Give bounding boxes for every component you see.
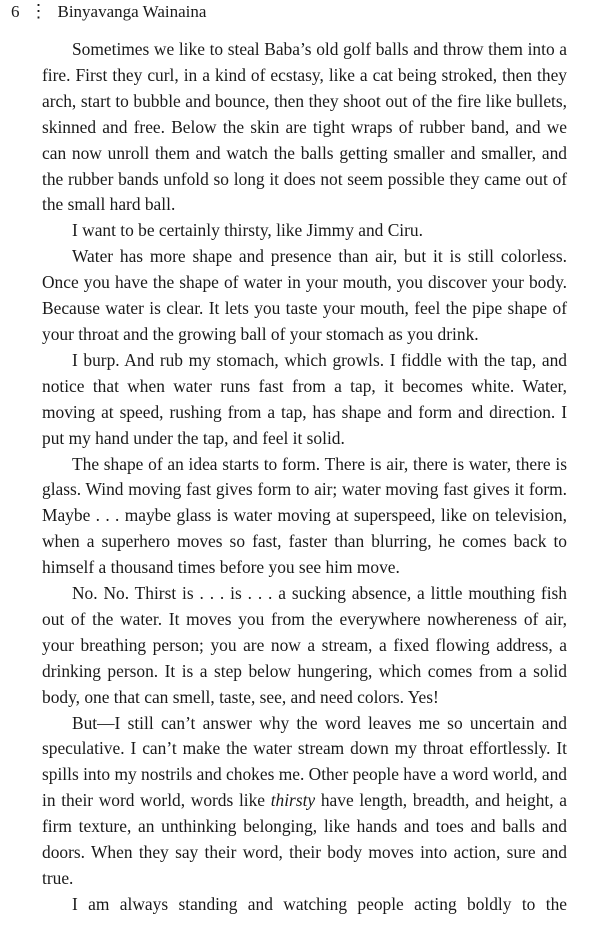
body-text — [42, 37, 567, 918]
paragraph-word-world — [42, 711, 567, 892]
paragraph-word-world-after: have length, breadth, and height, a firm texture, an unthinking belonging, like hands and toes and balls and doors. When they say their word, their body moves into action, sure and true. — [42, 790, 567, 888]
page-number: 6 — [11, 2, 20, 21]
emphasized-word: thirsty — [270, 790, 316, 811]
paragraph-golf-balls: Sometimes we like to steal Baba’s old golf balls and throw them into a fire. First they curl, in a kind of ecstasy, like a cat being stroked, then they arch, start to bubble and bounce, then they shoot out of the fire like bullets, skinned and free. Below the skin are tight wraps of rubber band, and we can now unroll them and watch the balls getting smaller and smaller, and the rubber bands unfold so long it does not seem possible they came out of the small hard ball. — [42, 39, 567, 215]
paragraph-burp: I burp. And rub my stomach, which growls. I fiddle with the tap, and notice that when water runs fast from a tap, it becomes white. Water, moving at speed, rushing from a tap, has shape and form and direction. I put my hand under the tap, and feel it solid. — [42, 349, 567, 448]
paragraph-thirsty: I want to be certainly thirsty, like Jimmy and Ciru. — [72, 220, 423, 241]
paragraph-word-world-before: But—I still can’t answer why the word leaves me so uncertain and speculative. I can’t make the water stream down my throat effortlessly. It spills into my nostrils and chokes me. Other people have a word world, and in their word world, words like — [42, 712, 567, 811]
paragraph-thirst-is: No. No. Thirst is . . . is . . . a sucking absence, a little mouthing fish out of the water. It moves you from the everywhere nowhereness of air, your breathing person; you are now a stream, a fixed flowing address, a drinking person. It is a step below hungering, which comes from a solid body, one that can smell, taste, see, and need colors. Yes! — [42, 583, 567, 707]
header-separator-ornament: ⋮ — [29, 1, 48, 21]
paragraph-water-shape: Water has more shape and presence than air, but it is still colorless. Once you have the shape of water in your mouth, you discover your body. Because water is clear. It lets you taste your mouth, feel the pipe shape of your throat and the growing ball of your stomach as you drink. — [42, 246, 567, 344]
paragraph-standing: I am always standing and watching people acting boldly to the — [72, 893, 567, 914]
paragraph-idea: The shape of an idea starts to form. There is air, there is water, there is glass. Wind moving fast gives form to air; water moving fast gives it form. Maybe . . . maybe glass is water moving at superspeed, like on television, when a superhero moves so fast, faster than blurring, he comes back to himself a thousand times before you see him move. — [42, 453, 567, 578]
author-name: Binyavanga Wainaina — [57, 2, 207, 21]
running-head — [11, 1, 206, 23]
